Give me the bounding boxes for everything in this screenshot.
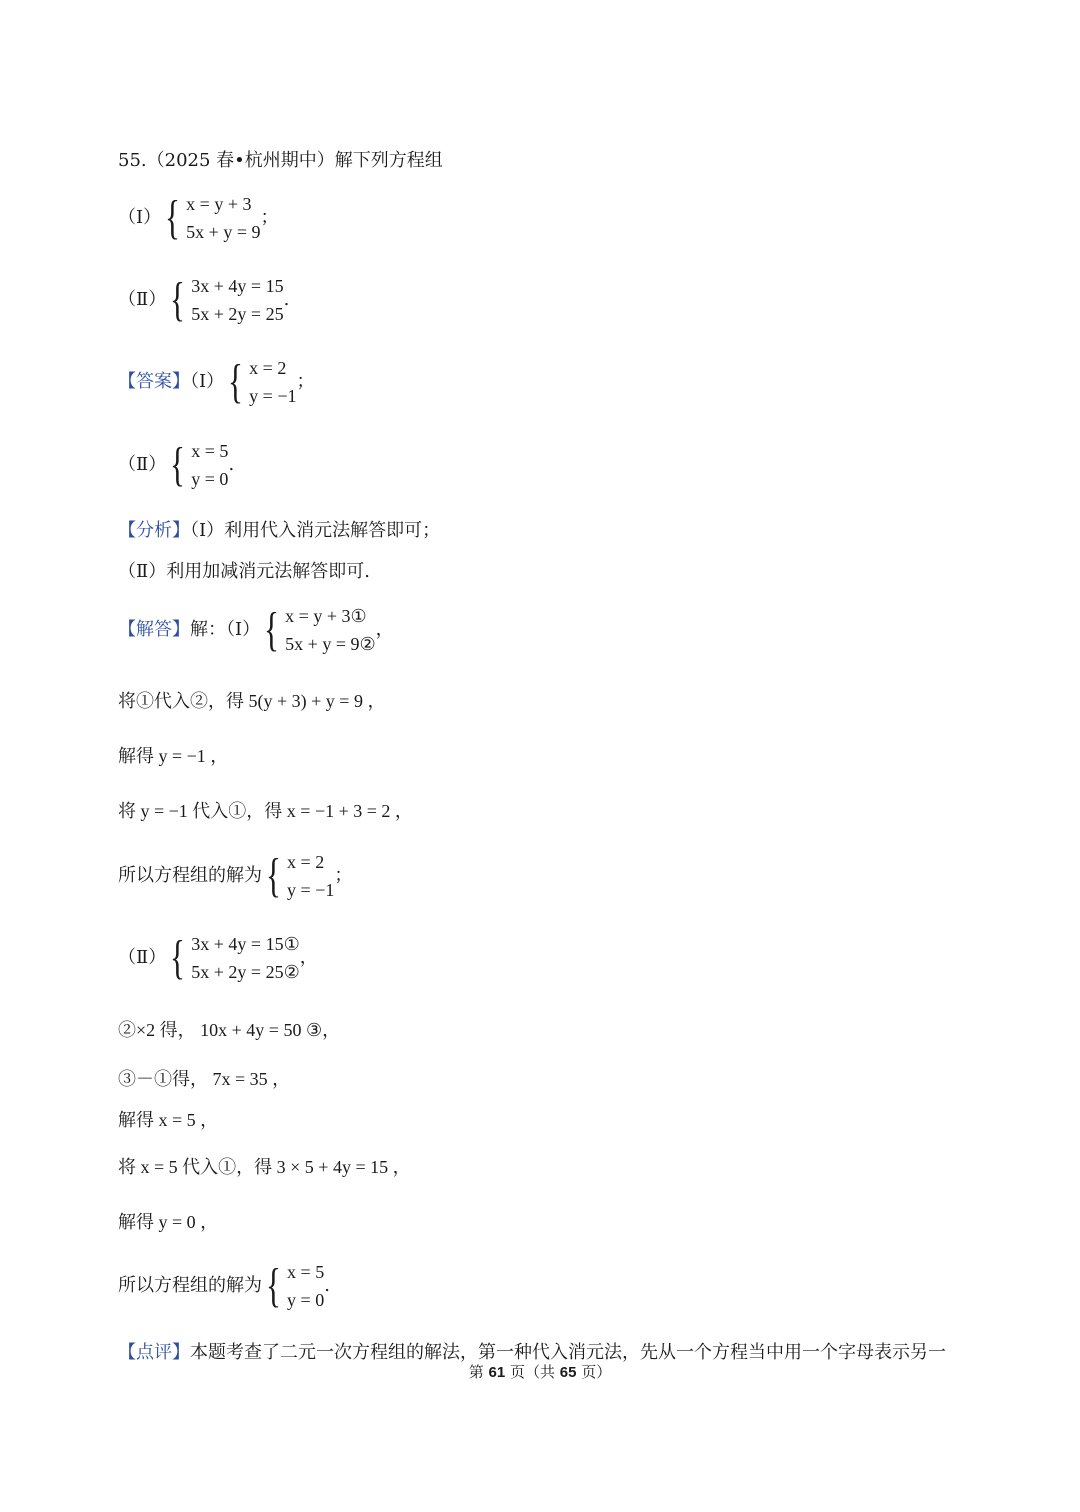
solution-result-2 [118, 1259, 330, 1312]
punctuation: ， [375, 619, 394, 640]
brace-icon: { [266, 849, 282, 902]
answer-part-2 [118, 438, 235, 491]
footer-prefix: 第 [468, 1363, 489, 1381]
equation: 5x + y = 9② [285, 634, 376, 654]
equation: 3x + 4y = 15 [191, 276, 284, 296]
brace-icon: { [264, 603, 280, 656]
comment-line [118, 1344, 946, 1362]
comment-tag: 【点评】 [118, 1342, 190, 1363]
page-footer [0, 1361, 1080, 1382]
brace-icon: { [228, 355, 244, 408]
equation: 3x + 4y = 15① [191, 934, 300, 954]
equation-system [166, 273, 284, 326]
brace-icon: { [165, 191, 181, 244]
equation-system [262, 1259, 325, 1312]
punctuation: ， [299, 947, 318, 968]
footer-suffix: 页） [576, 1363, 612, 1381]
punctuation: ； [334, 865, 353, 886]
brace-icon: { [266, 1259, 282, 1312]
answer-tag: 【答案】 [118, 371, 190, 392]
brace-icon: { [170, 438, 186, 491]
solution-step: ③－①得， 7x = 35 ， [118, 1069, 291, 1089]
equation-system [166, 931, 300, 984]
punctuation: . [228, 454, 235, 475]
equation: x = y + 3① [285, 606, 367, 626]
equation: 5x + 2y = 25 [191, 304, 284, 324]
solution-result-1 [118, 849, 353, 902]
analysis-line-1 [118, 522, 440, 540]
result-text: 所以方程组的解为 [118, 1275, 262, 1296]
equation: x = 2 [287, 852, 325, 872]
punctuation: ； [296, 371, 315, 392]
equation: 5x + 2y = 25② [191, 962, 300, 982]
page-number: 61 [488, 1364, 506, 1381]
problem-part-1 [118, 191, 279, 244]
solution-tag: 【解答】 [118, 619, 190, 640]
equation: x = 5 [287, 1262, 325, 1282]
equation: y = 0 [287, 1290, 325, 1310]
equation: y = −1 [287, 880, 335, 900]
part-label: （Ⅰ） [118, 207, 162, 228]
analysis-line-2: （Ⅱ）利用加减消元法解答即可. [118, 561, 370, 582]
solution-step: 将①代入②，得 5(y + 3) + y = 9 ， [118, 691, 386, 711]
equation-system [262, 849, 335, 902]
part-label: （Ⅱ） [118, 289, 167, 310]
equation: y = −1 [249, 386, 297, 406]
equation-system [166, 438, 229, 491]
solution-step: 解得 y = 0 ， [118, 1212, 219, 1232]
punctuation: . [324, 1275, 330, 1296]
equation: x = y + 3 [186, 194, 252, 214]
answer-part-1 [118, 355, 315, 408]
part-label: （Ⅰ） [190, 371, 225, 392]
solution-part-2 [118, 931, 318, 984]
equation: x = 5 [191, 441, 229, 461]
comment-text: 本题考查了二元一次方程组的解法，第一种代入消元法，先从一个方程当中用一个字母表示另一 [190, 1342, 946, 1363]
equation: 5x + y = 9 [186, 222, 261, 242]
equation: x = 2 [249, 358, 287, 378]
solution-step: 解得 y = −1 ， [118, 746, 229, 766]
equation: y = 0 [191, 469, 229, 489]
solution-intro-text: 解：（Ⅰ） [190, 619, 261, 640]
result-text: 所以方程组的解为 [118, 865, 262, 886]
equation-system [260, 603, 376, 656]
punctuation: ； [260, 207, 279, 228]
problem-part-2 [118, 273, 290, 326]
footer-middle: 页（共 [505, 1363, 560, 1381]
solution-step: 将 y = −1 代入①，得 x = −1 + 3 = 2 ， [118, 801, 413, 821]
part-label: （Ⅱ） [118, 454, 167, 475]
punctuation: . [283, 289, 290, 310]
problem-title: 55.（2025 春•杭州期中）解下列方程组 [118, 150, 443, 171]
equation-system [224, 355, 297, 408]
brace-icon: { [170, 931, 186, 984]
solution-intro [118, 603, 394, 656]
analysis-tag: 【分析】 [118, 520, 190, 541]
brace-icon: { [170, 273, 186, 326]
part-label: （Ⅱ） [118, 947, 167, 968]
solution-step: 解得 x = 5 ， [118, 1110, 219, 1130]
equation-system [161, 191, 261, 244]
page-total: 65 [559, 1364, 577, 1381]
solution-step: ②×2 得， 10x + 4y = 50 ③， [118, 1020, 341, 1040]
solution-step: 将 x = 5 代入①，得 3 × 5 + 4y = 15 ， [118, 1157, 411, 1177]
analysis-text: （Ⅰ）利用代入消元法解答即可； [190, 520, 441, 541]
